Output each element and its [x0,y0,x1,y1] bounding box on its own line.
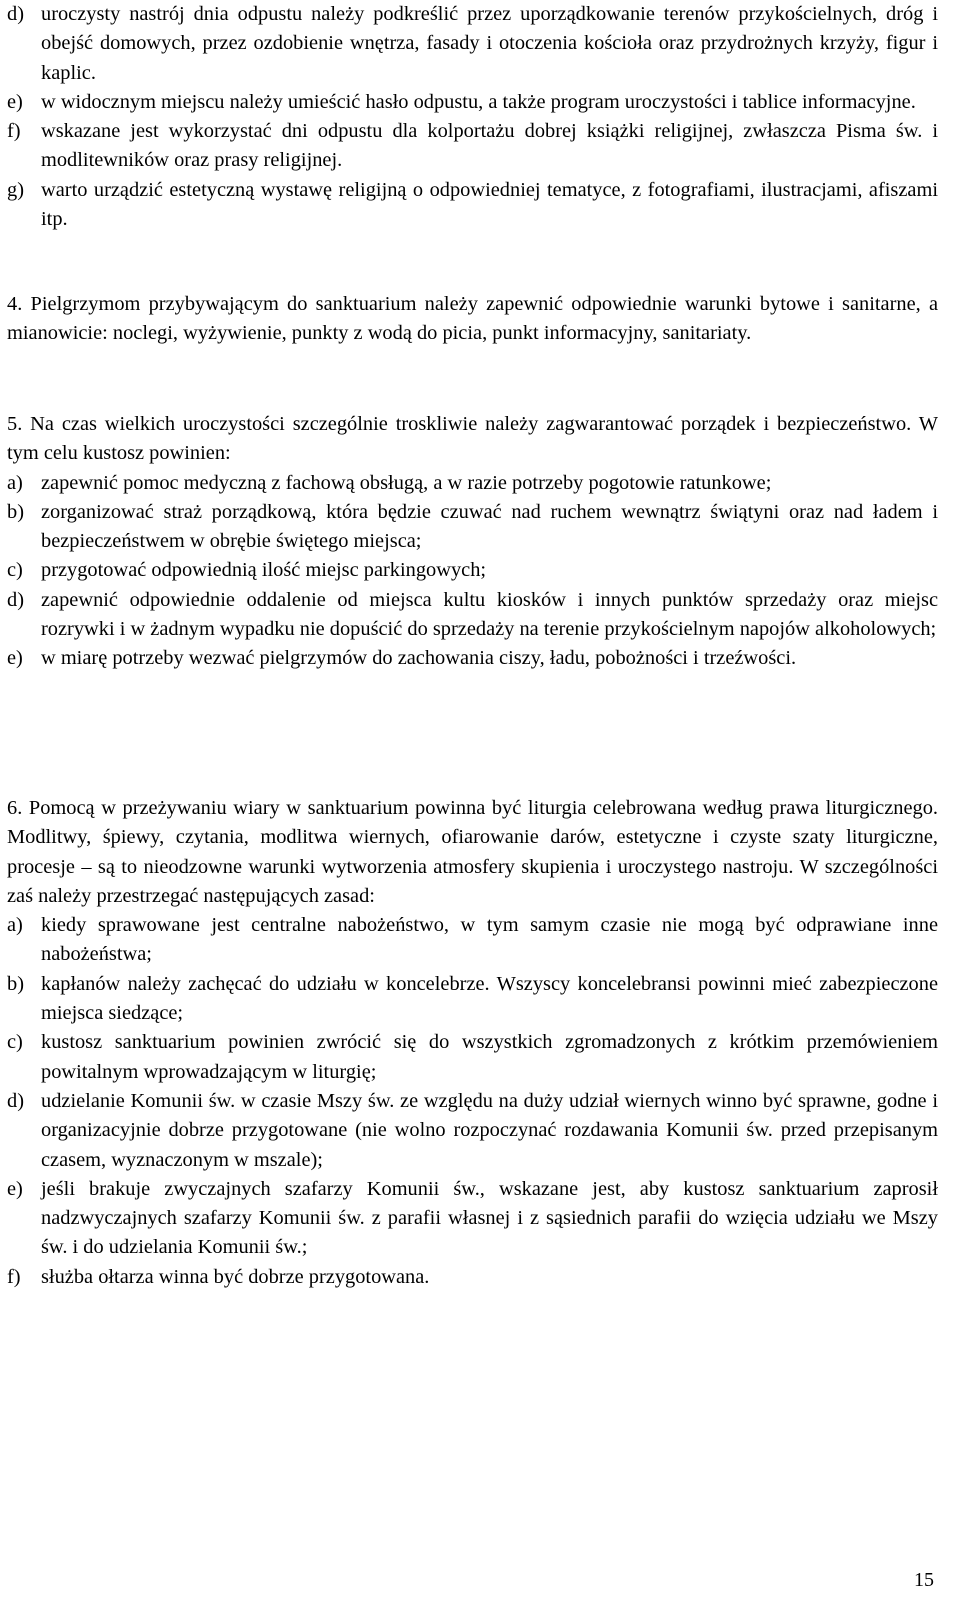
list-item [7,469,938,498]
list-item [7,1028,938,1087]
list-item-text: kiedy sprawowane jest centralne nabożeństwo, w tym samym czasie nie mogą być odprawiane inne nabożeństwa; [41,914,938,966]
list-item-text: służba ołtarza winna być dobrze przygotowana. [41,1265,430,1288]
list-item-text: kapłanów należy zachęcać do udziału w koncelebrze. Wszyscy koncelebransi powinni mieć zabezpieczone miejsca siedzące; [41,972,938,1025]
list-item-text: zapewnić odpowiednie oddalenie od miejsca kultu kiosków i innych punktów sprzedaży oraz miejsc rozrywki i w żadnym wypadku nie dopuścić do sprzedaży na terenie przykościelnym napojów alkoholowych; [41,588,938,641]
list-item [7,1087,938,1175]
list-item [7,0,938,88]
list-item [7,88,938,117]
list-item [7,586,938,645]
paragraph: 4. Pielgrzymom przybywającym do sanktuarium należy zapewnić odpowiednie warunki bytowe i sanitarne, a mianowicie: noclegi, wyżywienie, punkty z wodą do picia, punkt informacyjny, sanitariaty. [7,293,938,345]
list-item [7,1175,938,1263]
list-item [7,644,938,673]
list-item-label: c) [7,559,23,582]
list-item [7,176,938,235]
list-item-label: e) [7,1177,23,1200]
paragraph-intro: 5. Na czas wielkich uroczystości szczególnie troskliwie należy zagwarantować porządek i bezpieczeństwo. W tym celu kustosz powinien: [7,413,938,465]
list-item-label: f) [7,1265,21,1288]
list-item-label: b) [7,972,24,995]
list-item [7,556,938,585]
list-item [7,117,938,176]
list-item-label: e) [7,90,23,113]
list-item-label: e) [7,647,23,670]
paragraph-intro: 6. Pomocą w przeżywaniu wiary w sanktuarium powinna być liturgia celebrowana według prawa liturgicznego. Modlitwy, śpiewy, czytania, modlitwa wiernych, ofiarowanie darów, estetyczne i czyste szaty liturgiczne, procesje – są to nieodzowne warunki wytworzenia atmosfery skupienia i uroczystego nastroju. W szczególności zaś należy przestrzegać następujących zasad: [7,797,938,907]
list-item-label: d) [7,588,24,611]
list-item [7,970,938,1029]
list-item-text: warto urządzić estetyczną wystawę religijną o odpowiedniej tematyce, z fotografiami, ilustracjami, afiszami itp. [41,178,938,231]
list-item-text: w widocznym miejscu należy umieścić hasło odpustu, a także program uroczystości i tablice informacyjne. [41,90,916,113]
list-item [7,1263,938,1292]
list-item [7,911,938,970]
section-5 [7,410,938,674]
list-item-label: c) [7,1031,23,1054]
list-item-label: g) [7,178,24,201]
list-item-text: przygotować odpowiednią ilość miejsc parkingowych; [41,559,487,582]
list-item-text: jeśli brakuje zwyczajnych szafarzy Komunii św., wskazane jest, aby kustosz sanktuarium zaprosił nadzwyczajnych szafarzy Komunii św. z parafii własnej i z sąsiednich parafii do wzięcia udziału we Mszy św. i do udzielania Komunii św.; [41,1177,938,1259]
list-item-label: d) [7,3,24,25]
list-item-label: a) [7,471,23,494]
list-item-text: w miarę potrzeby wezwać pielgrzymów do zachowania ciszy, ładu, pobożności i trzeźwości. [41,647,797,670]
list-item-text: udzielanie Komunii św. w czasie Mszy św. ze względu na duży udział wiernych winno być sprawne, godne i organizacyjnie dobrze przygotowane (nie wolno rozpoczynać rozdawania Komunii św. przed przepisanym czasem, wyznaczonym w mszale); [41,1089,938,1171]
section-4 [7,290,938,349]
page-number: 15 [914,1569,934,1591]
list-item-label: d) [7,1089,24,1112]
section-6 [7,794,938,1292]
list-item-label: a) [7,914,23,937]
list-item-label: b) [7,500,24,523]
list-item-text: wskazane jest wykorzystać dni odpustu dla kolportażu dobrej książki religijnej, zwłaszcza Pisma św. i modlitewników oraz prasy religijnej. [41,120,938,172]
list-item-text: zorganizować straż porządkową, która będzie czuwać nad ruchem wewnątrz świątyni oraz nad ładem i bezpieczeństwem w obrębie świętego miejsca; [41,500,938,553]
list-item-text: kustosz sanktuarium powinien zwrócić się do wszystkich zgromadzonych z krótkim przemówieniem powitalnym wprowadzającym w liturgię; [41,1031,938,1083]
list-item-text: zapewnić pomoc medyczną z fachową obsługą, a w razie potrzeby pogotowie ratunkowe; [41,471,772,494]
list-item [7,498,938,557]
list-item-text: uroczysty nastrój dnia odpustu należy podkreślić przez uporządkowanie terenów przykościelnych, dróg i obejść domowych, przez ozdobienie wnętrza, fasady i otoczenia kościoła oraz przydrożnych krzyży, figur i kaplic. [41,3,938,84]
section-3-list [7,0,938,234]
list-item-label: f) [7,120,21,143]
